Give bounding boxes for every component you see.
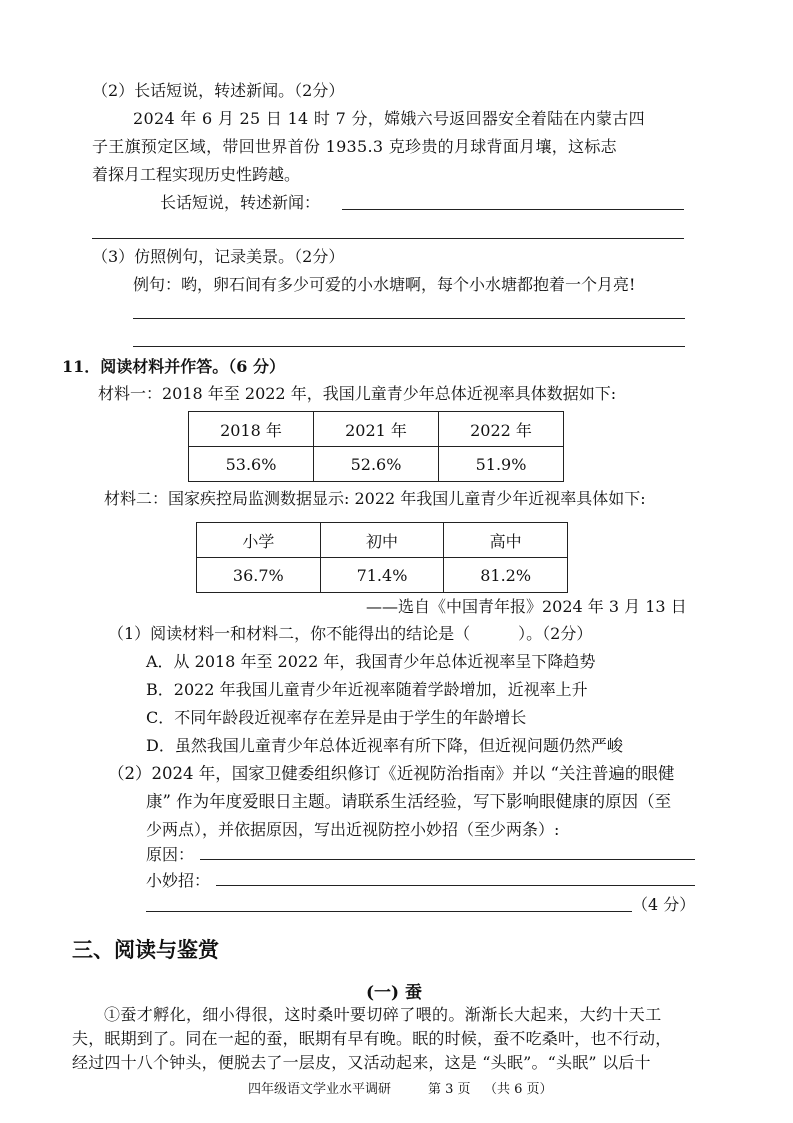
table1-cell: 52.6%	[314, 447, 439, 482]
q10-2-heading: （2）长话短说，转述新闻。（2分）	[92, 81, 345, 100]
option-c[interactable]: C．不同年龄段近视率存在差异是由于学生的年龄增长	[146, 708, 527, 727]
q10-3-example: 例句：哟，卵石间有多少可爱的小水塘啊，每个小水塘都抱着一个月亮!	[133, 275, 636, 294]
option-a[interactable]: A．从 2018 年至 2022 年，我国青少年总体近视率呈下降趋势	[146, 652, 596, 671]
paragraph-line-2: 夫，眠期到了。同在一起的蚕，眠期有早有晚。眠的时候，蚕不吃桑叶，也不行动，	[72, 1029, 672, 1048]
q11-2-line-2: 康” 作为年度爱眼日主题。请联系生活经验，写下影响眼健康的原因（至	[146, 792, 672, 811]
footer-page-number: 第 3 页	[428, 1082, 471, 1097]
tip-answer-line-1[interactable]	[216, 885, 695, 886]
footer-exam-title: 四年级语文学业水平调研	[248, 1082, 392, 1097]
q11-2-score: （4 分）	[632, 895, 696, 914]
news-line-3: 着探月工程实现历史性跨越。	[92, 165, 301, 184]
paragraph-line-3: 经过四十八个钟头，便脱去了一层皮，又活动起来，这是 “头眠”。“头眠” 以后十	[72, 1053, 651, 1072]
table1-cell: 53.6%	[189, 447, 314, 482]
q11-heading: 11．阅读材料并作答。（6 分）	[62, 357, 285, 376]
table2-header: 小学	[197, 523, 321, 558]
news-answer-line-2[interactable]	[92, 238, 684, 239]
myopia-school-table	[196, 522, 568, 593]
q10-3-answer-line-2[interactable]	[133, 346, 685, 347]
table2-header: 初中	[320, 523, 444, 558]
table2-header: 高中	[444, 523, 568, 558]
q11-2-line-1: （2）2024 年，国家卫健委组织修订《近视防治指南》并以 “关注普遍的眼健	[108, 764, 675, 783]
option-b[interactable]: B．2022 年我国儿童青少年近视率随着学龄增加，近视率上升	[146, 680, 588, 699]
option-d[interactable]: D．虽然我国儿童青少年总体近视率有所下降，但近视问题仍然严峻	[146, 736, 623, 755]
table1-header: 2022 年	[439, 412, 564, 447]
tip-label: 小妙招：	[146, 871, 211, 890]
q11-1-stem: （1）阅读材料一和材料二，你不能得出的结论是（ ）。（2分）	[108, 624, 593, 643]
q11-2-line-3: 少两点），并依据原因，写出近视防控小妙招（至少两条）:	[146, 820, 560, 839]
table1-header: 2018 年	[189, 412, 314, 447]
q10-3-heading: （3）仿照例句，记录美景。（2分）	[92, 247, 345, 266]
paragraph-line-1: ①蚕才孵化，细小得很，这时桑叶要切碎了喂的。渐渐长大起来，大约十天工	[104, 1005, 662, 1024]
table1-header: 2021 年	[314, 412, 439, 447]
table2-cell: 36.7%	[197, 558, 321, 593]
table2-cell: 71.4%	[320, 558, 444, 593]
q10-3-answer-line-1[interactable]	[133, 318, 685, 319]
material1-intro: 材料一：2018 年至 2022 年，我国儿童青少年总体近视率具体数据如下:	[98, 384, 617, 403]
myopia-total-table	[188, 411, 564, 482]
table1-cell: 51.9%	[439, 447, 564, 482]
section-heading: 三、阅读与鉴赏	[72, 938, 219, 962]
footer-total-pages: （共 6 页）	[484, 1082, 553, 1097]
news-line-1: 2024 年 6 月 25 日 14 时 7 分，嫦娥六号返回器安全着陆在内蒙古四	[133, 109, 645, 128]
news-line-2: 子王旗预定区域，带回世界首份 1935.3 克珍贵的月球背面月壤，这标志	[92, 137, 617, 156]
source-citation: ——选自《中国青年报》2024 年 3 月 13 日	[366, 597, 687, 616]
table2-cell: 81.2%	[444, 558, 568, 593]
article-title: (一) 蚕	[366, 983, 423, 1003]
news-answer-line-1[interactable]	[342, 209, 684, 210]
tip-answer-line-2[interactable]	[146, 911, 632, 912]
material2-intro: 材料二：国家疾控局监测数据显示: 2022 年我国儿童青少年近视率具体如下:	[104, 489, 646, 508]
reason-answer-line[interactable]	[200, 859, 695, 860]
news-answer-label: 长话短说，转述新闻：	[160, 193, 321, 212]
reason-label: 原因：	[146, 845, 195, 864]
